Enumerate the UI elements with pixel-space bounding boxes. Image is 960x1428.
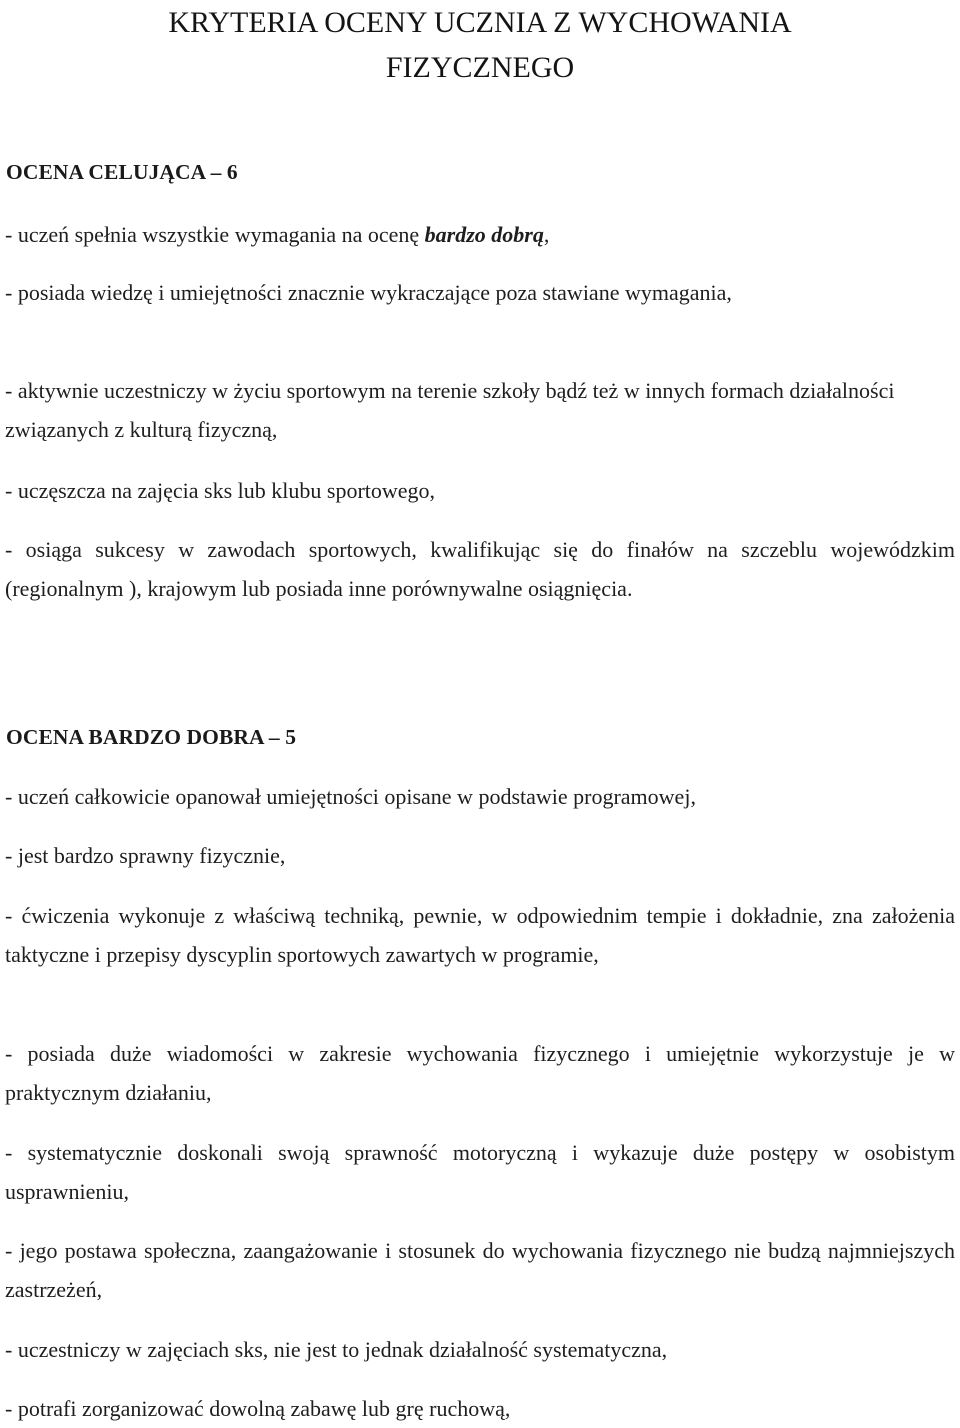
- criterion-item: - systematycznie doskonali swoją sprawność motoryczną i wykazuje duże postępy w osobistym usprawnieniu,: [5, 1140, 955, 1204]
- criterion-item: - uczeń spełnia wszystkie wymagania na ocenę bardzo dobrą,: [5, 222, 550, 247]
- criterion-item: - osiąga sukcesy w zawodach sportowych, kwalifikując się do finałów na szczeblu wojewódzkim (regionalnym ), krajowym lub posiada inne porównywalne osiągnięcia.: [5, 537, 955, 601]
- criterion-item: - uczeń całkowicie opanował umiejętności opisane w podstawie programowej,: [5, 784, 696, 809]
- criterion-item: - ćwiczenia wykonuje z właściwą techniką, pewnie, w odpowiednim tempie i dokładnie, zna założenia taktyczne i przepisy dyscyplin sportowych zawartych w programie,: [5, 903, 955, 967]
- section-heading-celujaca: OCENA CELUJĄCA – 6: [6, 160, 238, 184]
- criterion-item: - uczęszcza na zajęcia sks lub klubu sportowego,: [5, 478, 436, 503]
- criterion-item: - jest bardzo sprawny fizycznie,: [5, 843, 286, 868]
- criterion-item: - jego postawa społeczna, zaangażowanie i stosunek do wychowania fizycznego nie budzą najmniejszych zastrzeżeń,: [5, 1238, 955, 1302]
- title-line-1: KRYTERIA OCENY UCZNIA Z WYCHOWANIA: [168, 6, 792, 39]
- criterion-item: - posiada wiedzę i umiejętności znacznie wykraczające poza stawiane wymagania,: [5, 280, 732, 305]
- emphasized-grade: bardzo dobrą: [424, 222, 544, 247]
- criterion-item: - posiada duże wiadomości w zakresie wychowania fizycznego i umiejętnie wykorzystuje je w praktycznym działaniu,: [5, 1041, 955, 1105]
- criterion-item: - aktywnie uczestniczy w życiu sportowym na terenie szkoły bądź też w innych formach działalności związanych z kulturą fizyczną,: [5, 378, 895, 442]
- criterion-item: - potrafi zorganizować dowolną zabawę lub grę ruchową,: [5, 1396, 511, 1421]
- section-heading-bardzo-dobra: OCENA BARDZO DOBRA – 5: [6, 725, 297, 749]
- criterion-item: - uczestniczy w zajęciach sks, nie jest to jednak działalność systematyczna,: [5, 1337, 668, 1362]
- title-line-2: FIZYCZNEGO: [385, 51, 575, 84]
- document-title: [0, 0, 960, 90]
